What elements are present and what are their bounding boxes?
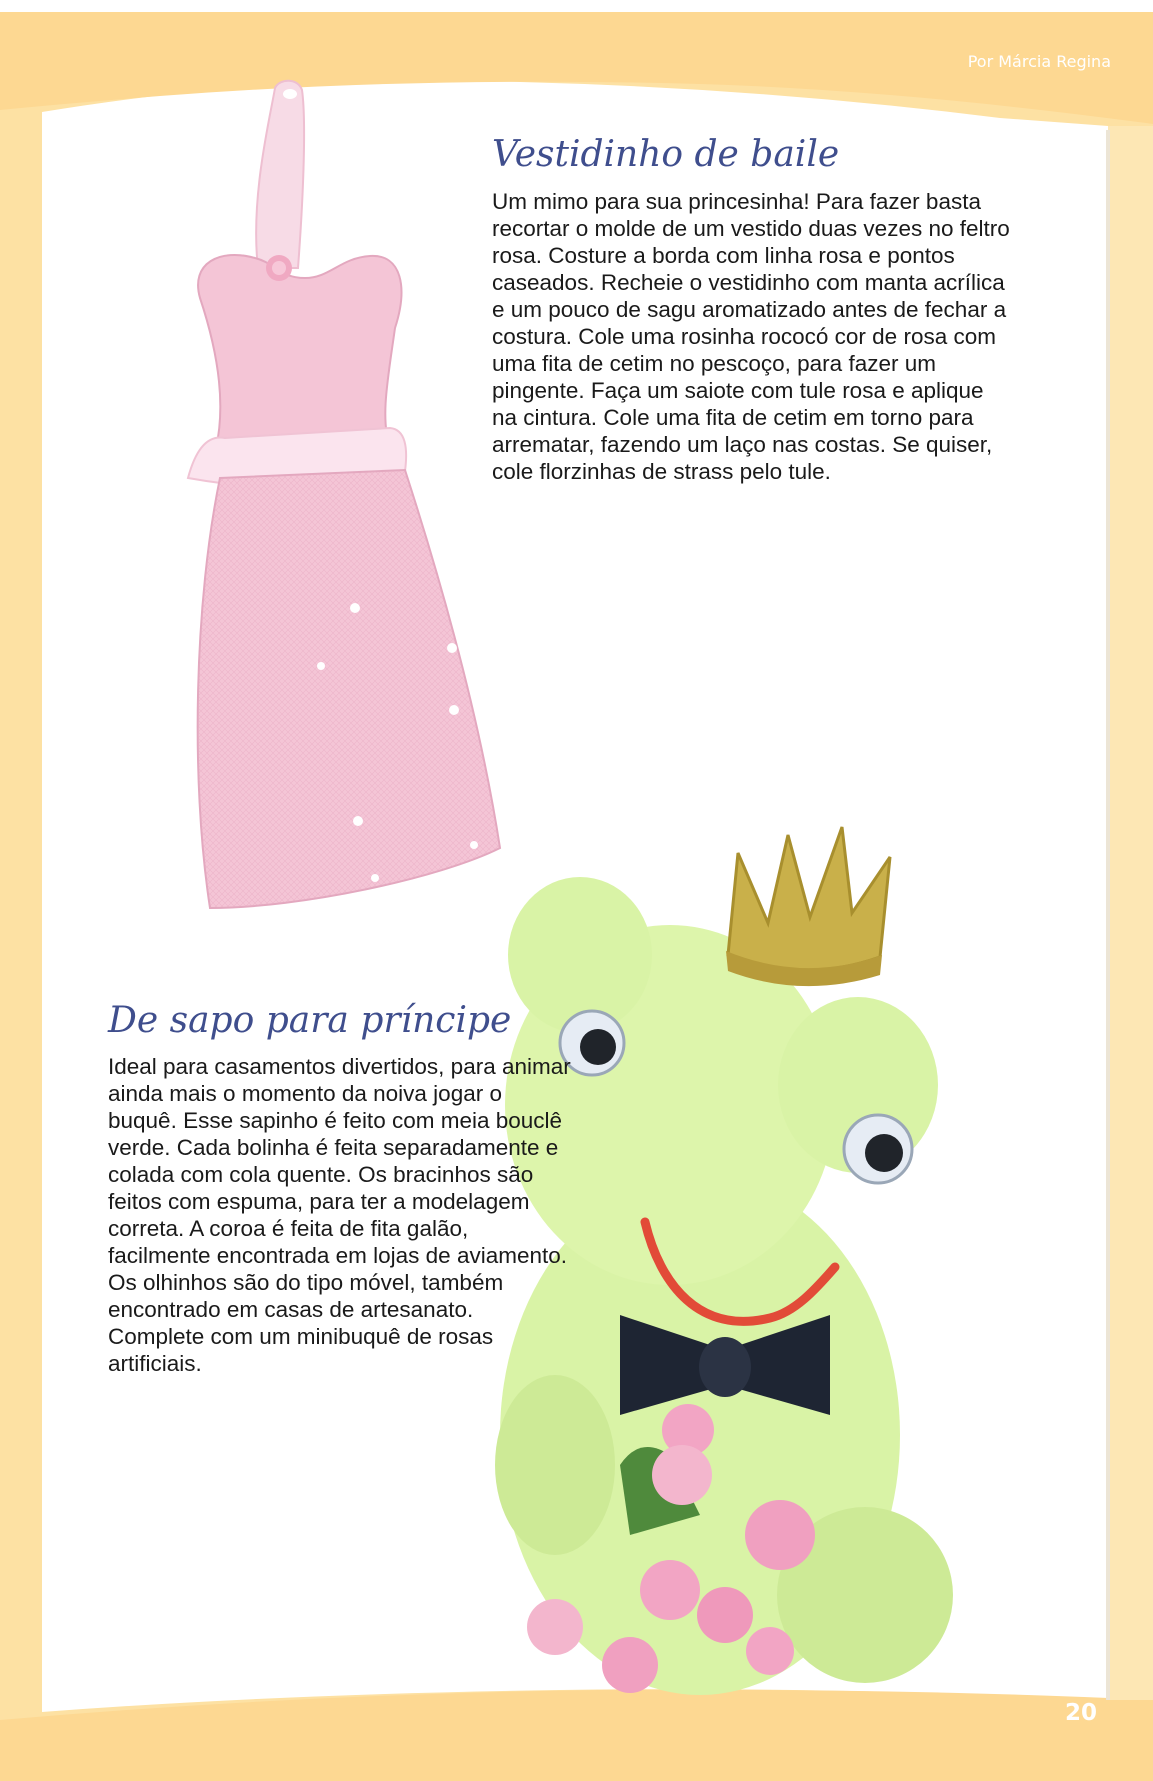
frog-section-title: De sapo para príncipe [108, 1000, 512, 1041]
dress-section-title: Vestidinho de baile [492, 134, 840, 175]
frog-section-body: Ideal para casamentos divertidos, para animar ainda mais o momento da noiva jogar o buquê. Esse sapinho é feito com meia bouclê verde. Cada bolinha é feita separadamente e colada com cola quente. Os bracinhos são feitos com espuma, para ter a modelagem correta. A coroa é feita de fita galão, facilmente encontrada em lojas de aviamento. Os olhinhos são do tipo móvel, também encontrado em casas de artesanato. Complete com um minibuquê de rosas artificiais. [108, 1054, 571, 1376]
author-credit: Por Márcia Regina [967, 52, 1111, 71]
dress-section-body: Um mimo para sua princesinha! Para fazer basta recortar o molde de um vestido duas vezes no feltro rosa. Costure a borda com linha rosa e pontos caseados. Recheie o vestidinho com manta acrílica e um pouco de sagu aromatizado antes de fechar a costura. Cole uma rosinha rococó cor de rosa com uma fita de cetim no pescoço, para fazer um pingente. Faça um saiote com tule rosa e aplique na cintura. Cole uma fita de cetim em torno para arrematar, fazendo um laço nas costas. Se quiser, cole florzinhas de strass pelo tule. [492, 189, 1010, 484]
page-number: 20 [1064, 1700, 1097, 1726]
dress-illustration [180, 78, 510, 928]
